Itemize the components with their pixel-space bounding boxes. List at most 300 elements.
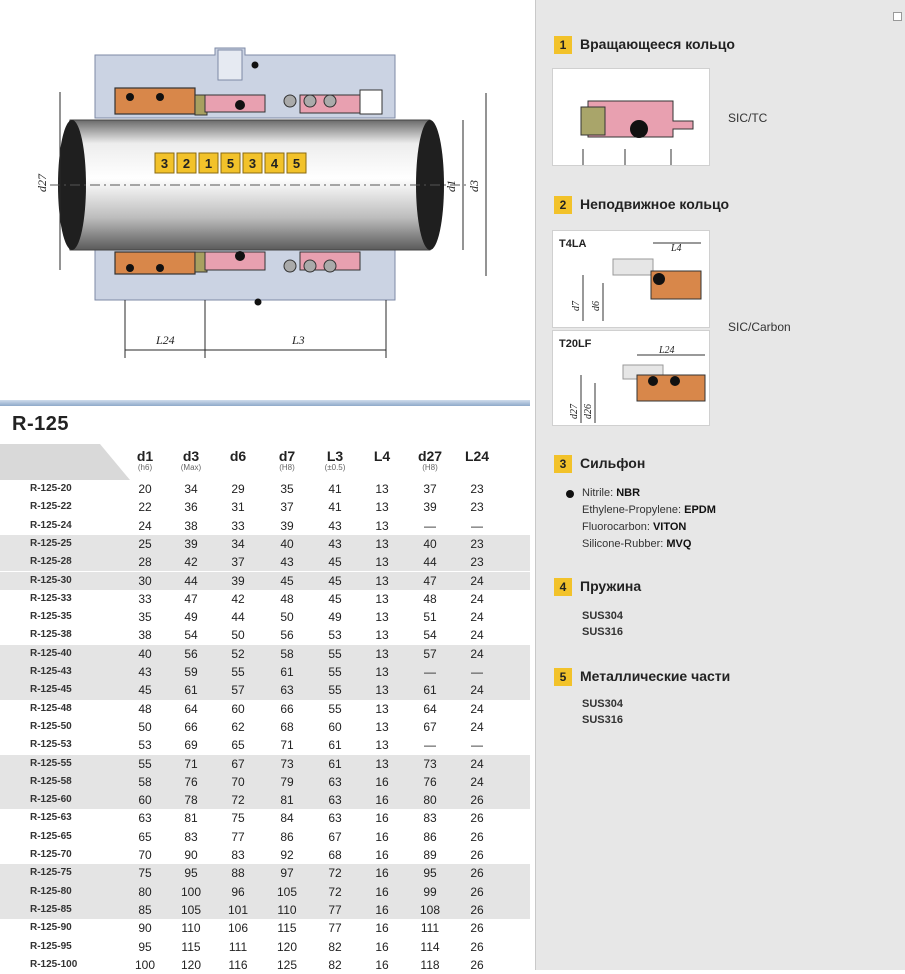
value-cell: 53 [138,738,152,753]
column-header: d3 (Max) [180,448,202,472]
value-cell: 16 [375,866,389,881]
value-cell: 44 [184,573,198,588]
value-cell: 51 [423,610,437,625]
value-cell: 82 [328,939,342,954]
value-cell: 111 [228,939,248,954]
value-cell: 62 [231,719,245,734]
table-row [0,608,530,626]
value-cell: 84 [280,811,294,826]
elastomer-viton: Fluorocarbon: VITON [582,521,687,533]
value-cell: 115 [181,939,201,954]
value-cell: 120 [276,939,298,954]
value-cell: 61 [280,665,294,679]
value-cell: 106 [227,921,249,936]
value-cell: 42 [231,591,245,606]
stationary-ring-top [115,88,195,114]
value-cell: 99 [423,884,437,899]
value-cell: 45 [138,683,152,698]
spring-material-1: SUS304 [582,610,623,622]
value-cell: 40 [423,536,437,551]
value-cell: 110 [277,902,297,917]
value-cell: 16 [375,793,389,808]
model-cell: R-125-35 [30,611,72,623]
table-row [0,828,530,846]
svg-text:d7: d7 [571,301,582,311]
model-cell: R-125-60 [30,794,72,806]
t4la-image [552,230,710,328]
table-row [0,956,530,974]
value-cell: 61 [328,756,342,771]
value-cell: 55 [231,665,245,679]
value-cell: 72 [328,884,342,899]
metal-material-1: SUS304 [582,698,623,710]
value-cell: 53 [328,628,342,643]
model-cell: R-125-28 [30,556,72,568]
section-2: 2 Неподвижное кольцо [554,196,729,214]
value-cell: 70 [231,774,245,789]
seal-cross-section-drawing [0,0,530,400]
value-cell: 13 [375,738,389,753]
value-cell: 72 [231,793,245,808]
value-cell: 75 [138,866,152,881]
value-cell: 26 [470,793,484,808]
value-cell: 63 [328,793,342,808]
value-cell: 13 [375,701,389,716]
value-cell: 56 [280,628,294,643]
value-cell: 48 [138,701,152,716]
value-cell: 20 [138,482,152,496]
value-cell: — [424,738,436,753]
value-cell: 65 [138,829,152,844]
value-cell: 38 [138,628,152,643]
stationary-ring-bottom [115,252,195,274]
value-cell: 38 [184,518,198,533]
value-cell: 68 [280,719,294,734]
value-cell: 73 [280,756,294,771]
value-cell: — [424,518,436,533]
ring1-material: SIC/TC [728,111,768,125]
value-cell: 67 [231,756,245,771]
value-cell: — [471,665,483,679]
value-cell: 76 [184,774,198,789]
value-cell: 40 [138,646,152,661]
value-cell: 63 [138,811,152,826]
value-cell: 43 [328,536,342,551]
value-cell: 50 [231,628,245,643]
value-cell: 69 [184,738,198,753]
value-cell: 52 [231,646,245,661]
value-cell: 48 [280,591,294,606]
value-cell: 37 [280,500,294,515]
table-row [0,590,530,608]
table-row [0,919,530,937]
value-cell: 45 [328,591,342,606]
value-cell: 24 [470,756,484,771]
svg-text:d6: d6 [591,301,602,311]
value-cell: 60 [231,701,245,716]
value-cell: 58 [280,646,294,661]
value-cell: 50 [280,610,294,625]
value-cell: 71 [280,738,294,753]
table-row [0,535,530,553]
value-cell: 55 [328,701,342,716]
value-cell: 61 [184,683,198,698]
value-cell: 86 [423,829,437,844]
value-cell: 80 [423,793,437,808]
model-cell: R-125-33 [30,592,72,604]
table-row [0,517,530,535]
value-cell: 45 [328,573,342,588]
table-row [0,809,530,827]
value-cell: 36 [184,500,198,515]
value-cell: 24 [470,646,484,661]
value-cell: 44 [423,555,437,570]
part-number-label: 3 [160,156,169,171]
dim-d1: d1 [444,180,458,192]
model-cell: R-125-22 [30,501,72,513]
table-row [0,736,530,754]
value-cell: 16 [375,902,389,917]
column-header: d1 (h6) [136,448,154,472]
value-cell: 37 [423,482,437,496]
section-3: 3 Сильфон [554,455,645,473]
value-cell: 23 [470,555,484,570]
value-cell: 13 [375,665,389,679]
value-cell: 41 [328,482,342,496]
section-5: 5 Металлические части [554,668,730,686]
value-cell: 49 [184,610,198,625]
value-cell: 49 [328,610,342,625]
column-header: L3 (±0.5) [324,448,346,472]
value-cell: 34 [231,536,245,551]
value-cell: 23 [470,536,484,551]
value-cell: 16 [375,884,389,899]
value-cell: 100 [134,957,156,972]
model-cell: R-125-48 [30,702,72,714]
table-row [0,864,530,882]
model-cell: R-125-90 [30,922,72,934]
value-cell: 88 [231,866,245,881]
value-cell: 76 [423,774,437,789]
value-cell: 44 [231,610,245,625]
value-cell: 40 [280,536,294,551]
divider-line [0,400,530,406]
value-cell: 13 [375,573,389,588]
value-cell: 24 [470,683,484,698]
value-cell: 63 [280,683,294,698]
value-cell: 13 [375,591,389,606]
model-cell: R-125-53 [30,739,72,751]
column-header: d7 (H8) [278,448,296,472]
value-cell: 105 [180,902,202,917]
value-cell: 72 [328,866,342,881]
value-cell: 66 [280,701,294,716]
value-cell: 63 [328,774,342,789]
value-cell: 13 [375,756,389,771]
value-cell: 100 [180,884,202,899]
value-cell: 13 [375,536,389,551]
value-cell: 48 [423,591,437,606]
value-cell: 28 [138,555,152,570]
value-cell: 16 [375,957,389,972]
value-cell: 75 [231,811,245,826]
part-number-label: 5 [226,156,235,171]
value-cell: 25 [138,536,152,551]
value-cell: 89 [423,848,437,862]
part-number-label: 5 [292,156,301,171]
value-cell: 16 [375,829,389,844]
value-cell: 47 [184,591,198,606]
svg-text:d27: d27 [569,404,580,419]
bellows-top [205,95,265,112]
spring-material-2: SUS316 [582,626,623,638]
value-cell: 111 [420,921,440,936]
model-cell: R-125-100 [30,958,78,970]
svg-text:T4LA: T4LA [559,238,587,250]
value-cell: 55 [138,756,152,771]
table-row [0,938,530,956]
model-cell: R-125-20 [30,483,72,494]
value-cell: 77 [328,921,342,936]
table-header [0,444,530,480]
value-cell: 33 [138,591,152,606]
value-cell: 90 [184,848,198,862]
value-cell: 35 [280,482,294,496]
value-cell: 83 [184,829,198,844]
value-cell: 63 [328,811,342,826]
value-cell: 57 [423,646,437,661]
value-cell: 115 [277,921,297,936]
value-cell: 61 [423,683,437,698]
value-cell: 79 [280,774,294,789]
value-cell: 55 [328,683,342,698]
svg-text:L24: L24 [659,345,675,356]
value-cell: 114 [420,939,440,954]
value-cell: 86 [280,829,294,844]
value-cell: 81 [184,811,198,826]
value-cell: 108 [419,902,441,917]
value-cell: 71 [184,756,198,771]
value-cell: 45 [328,555,342,570]
value-cell: 67 [328,829,342,844]
table-row [0,901,530,919]
model-cell: R-125-85 [30,903,72,915]
value-cell: 97 [280,866,294,881]
value-cell: 96 [231,884,245,899]
part-number-label: 1 [204,156,213,171]
value-cell: 110 [181,921,201,936]
value-cell: 78 [184,793,198,808]
value-cell: 61 [328,738,342,753]
svg-text:d26: d26 [583,404,594,419]
value-cell: 24 [470,774,484,789]
value-cell: 16 [375,848,389,862]
column-header: L4 [373,448,391,464]
value-cell: 37 [231,555,245,570]
value-cell: 30 [138,573,152,588]
value-cell: 50 [138,719,152,734]
value-cell: 60 [328,719,342,734]
value-cell: 26 [470,811,484,826]
value-cell: 55 [328,665,342,679]
value-cell: 81 [280,793,294,808]
part-number-label: 2 [182,156,191,171]
value-cell: 13 [375,482,389,496]
value-cell: 26 [470,848,484,862]
value-cell: 13 [375,719,389,734]
value-cell: 26 [470,921,484,936]
model-cell: R-125-43 [30,666,72,677]
value-cell: 16 [375,921,389,936]
section-4: 4 Пружина [554,578,641,596]
value-cell: 26 [470,957,484,972]
value-cell: 39 [423,500,437,515]
value-cell: 83 [423,811,437,826]
table-row [0,498,530,516]
value-cell: 13 [375,683,389,698]
table-row [0,681,530,699]
value-cell: 95 [138,939,152,954]
value-cell: 101 [227,902,249,917]
value-cell: 24 [470,610,484,625]
column-header: d27 (H8) [417,448,443,472]
value-cell: 39 [231,573,245,588]
value-cell: 39 [184,536,198,551]
value-cell: 13 [375,646,389,661]
value-cell: 68 [328,848,342,862]
value-cell: 16 [375,811,389,826]
table-row [0,773,530,791]
value-cell: 65 [231,738,245,753]
value-cell: 45 [280,573,294,588]
model-cell: R-125-25 [30,537,72,549]
metal-material-2: SUS316 [582,714,623,726]
value-cell: 92 [280,848,294,862]
elastomer-epdm: Ethylene-Propylene: EPDM [582,504,716,516]
model-cell: R-125-30 [30,574,72,586]
value-cell: 64 [184,701,198,716]
model-cell: R-125-63 [30,812,72,824]
value-cell: — [471,738,483,753]
value-cell: 57 [231,683,245,698]
dim-L3: L3 [292,333,305,347]
model-cell: R-125-65 [30,830,72,842]
materials-panel [535,0,905,970]
part-number-label: 4 [270,156,279,171]
value-cell: 54 [423,628,437,643]
value-cell: 16 [375,939,389,954]
svg-text:L4: L4 [671,243,682,254]
model-cell: R-125-58 [30,775,72,787]
table-row [0,700,530,718]
value-cell: 105 [276,884,298,899]
model-cell: R-125-24 [30,519,72,531]
bullet-icon [566,490,574,498]
value-cell: — [471,518,483,533]
value-cell: 26 [470,884,484,899]
table-row [0,572,530,590]
section-1: 1 Вращающееся кольцо [554,36,735,54]
dim-L24: L24 [156,333,175,347]
value-cell: 59 [184,665,198,679]
value-cell: 26 [470,866,484,881]
value-cell: 118 [420,957,440,972]
dim-d3: d3 [467,180,481,192]
value-cell: 35 [138,610,152,625]
table-row [0,480,530,498]
table-row [0,626,530,644]
value-cell: 26 [470,829,484,844]
value-cell: 67 [423,719,437,734]
value-cell: 55 [328,646,342,661]
table-row [0,846,530,864]
model-cell: R-125-75 [30,867,72,879]
svg-text:T20LF: T20LF [559,338,592,350]
value-cell: 83 [231,848,245,862]
value-cell: 73 [423,756,437,771]
elastomer-nbr: Nitrile: NBR [582,487,641,499]
value-cell: 60 [138,793,152,808]
model-cell: R-125-38 [30,629,72,641]
value-cell: 42 [184,555,198,570]
t20lf-image [552,330,710,426]
model-cell: R-125-45 [30,684,72,696]
value-cell: 80 [138,884,152,899]
value-cell: 120 [180,957,202,972]
value-cell: 41 [328,500,342,515]
value-cell: 58 [138,774,152,789]
elastomer-mvq: Silicone-Rubber: MVQ [582,538,692,550]
value-cell: 13 [375,610,389,625]
value-cell: 90 [138,921,152,936]
model-cell: R-125-55 [30,757,72,769]
table-row [0,718,530,736]
value-cell: 43 [328,518,342,533]
value-cell: 24 [470,628,484,643]
model-cell: R-125-80 [30,885,72,897]
value-cell: — [424,665,436,679]
table-row [0,663,530,681]
value-cell: 13 [375,518,389,533]
value-cell: 47 [423,573,437,588]
value-cell: 24 [138,518,152,533]
value-cell: 13 [375,500,389,515]
value-cell: 24 [470,701,484,716]
column-header: L24 [464,448,490,464]
ring2-material: SIC/Carbon [728,320,791,334]
value-cell: 85 [138,902,152,917]
corner-marker [893,12,902,21]
value-cell: 24 [470,591,484,606]
value-cell: 16 [375,774,389,789]
value-cell: 43 [138,665,152,679]
value-cell: 33 [231,518,245,533]
value-cell: 26 [470,939,484,954]
value-cell: 26 [470,902,484,917]
table-row [0,883,530,901]
value-cell: 23 [470,500,484,515]
value-cell: 125 [276,957,298,972]
value-cell: 24 [470,719,484,734]
value-cell: 24 [470,573,484,588]
table-row [0,553,530,571]
table-row [0,755,530,773]
table-row [0,645,530,663]
value-cell: 77 [328,902,342,917]
part-number-label: 3 [248,156,257,171]
value-cell: 13 [375,555,389,570]
value-cell: 95 [423,866,437,881]
